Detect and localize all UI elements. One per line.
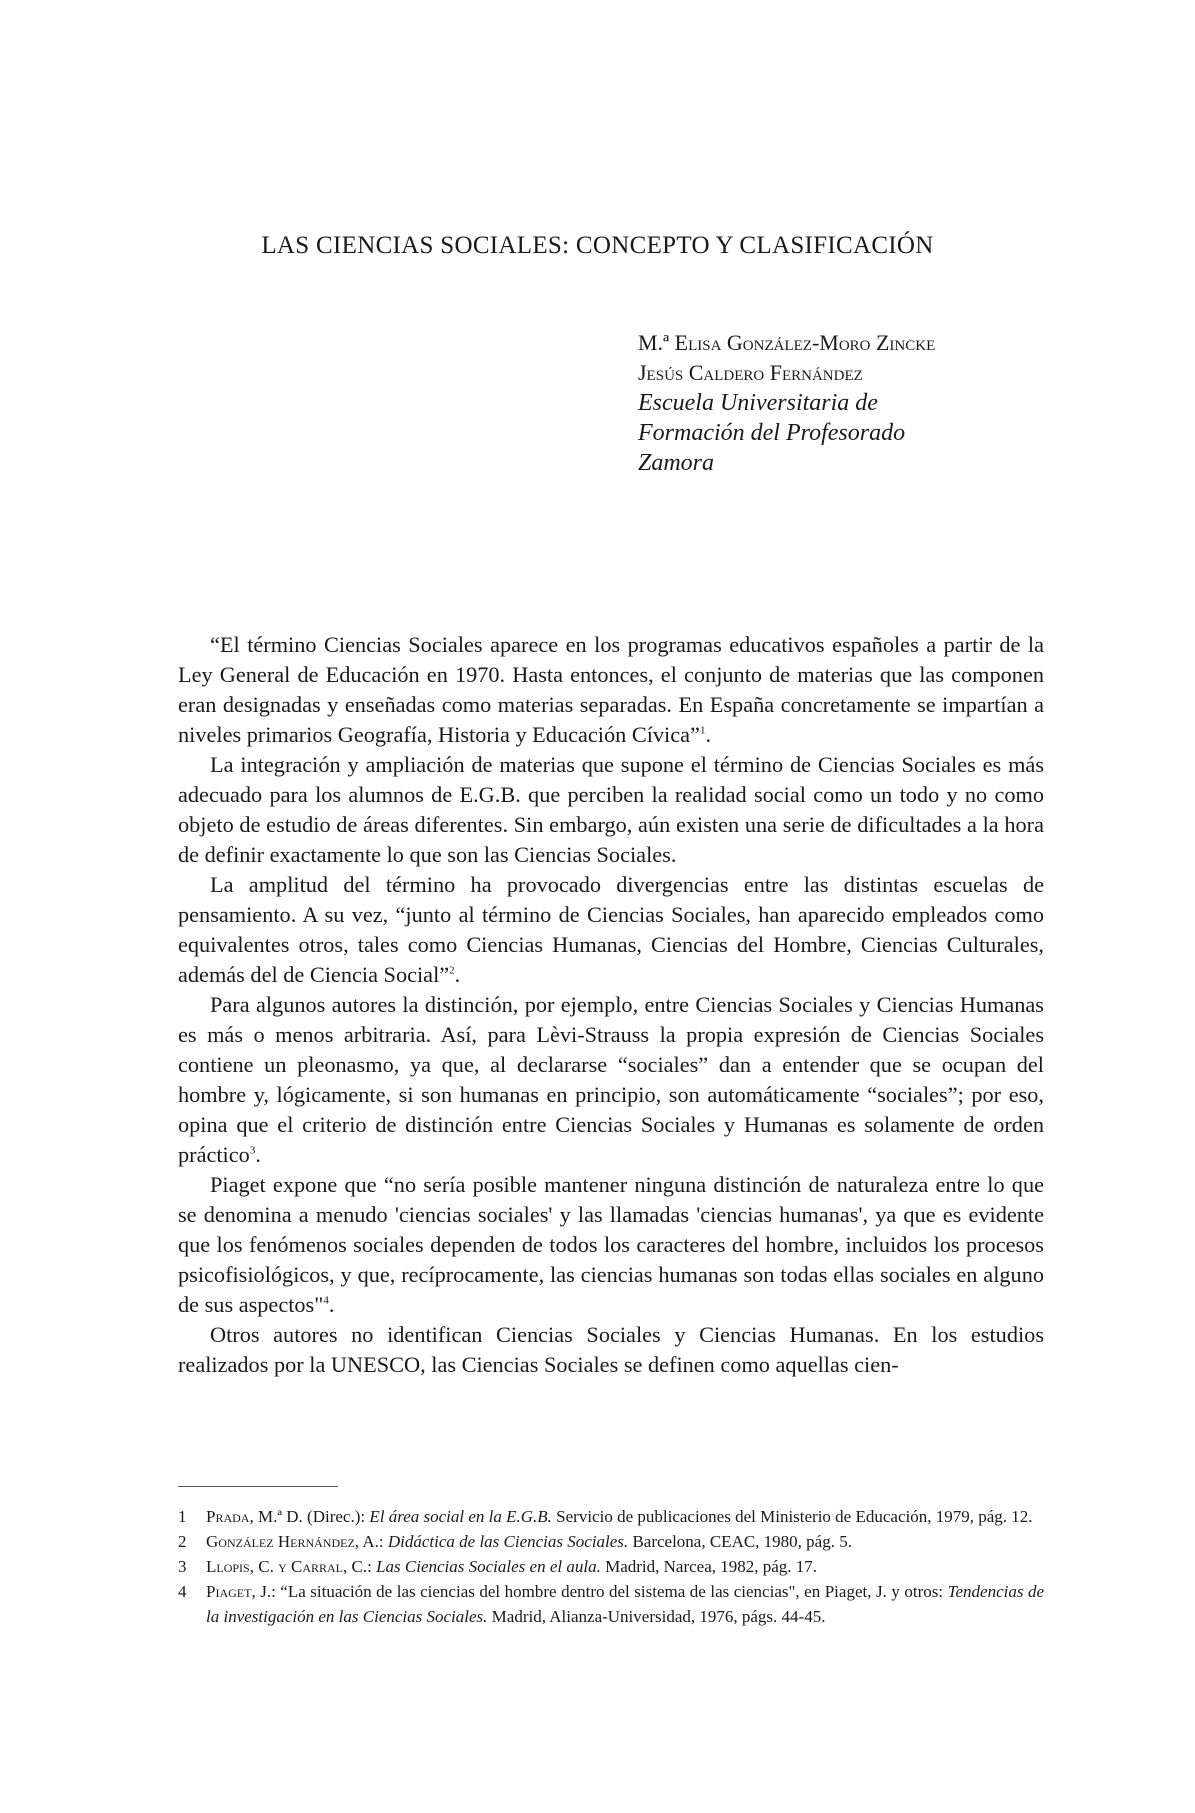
footnote	[178, 1579, 1044, 1629]
article-body	[178, 630, 1044, 1380]
footnotes	[178, 1504, 1044, 1629]
paragraph	[178, 750, 1044, 870]
footnote-text: :	[367, 1557, 377, 1576]
footnote-work-title: Tendencias de la investigación en las Ciencias Sociales.	[206, 1582, 1045, 1626]
paragraph-text: “El término Ciencias Sociales aparece en los programas educativos españoles a partir de la Ley General de Educación en 1970. Hasta entonces, el conjunto de materias que las componen eran designadas y enseñadas como materias separadas. En España concretamente se impartían a niveles primarios Geografía, Historia y Educación Cívica”	[178, 632, 1044, 747]
paragraph	[178, 1170, 1044, 1320]
paragraph	[178, 1320, 1044, 1380]
footnote-text: (Direc.):	[302, 1507, 370, 1526]
affiliation-line: Formación del Profesorado	[638, 420, 906, 446]
footnote-number: 2	[178, 1532, 187, 1551]
affiliation-line: Escuela Universitaria de	[638, 390, 878, 416]
paragraph-text: La amplitud del término ha provocado divergencias entre las distintas escuelas de pensamiento. A su vez, “junto al término de Ciencias Sociales, han aparecido empleados como equivalentes otros, tales como Ciencias Humanas, Ciencias del Hombre, Ciencias Culturales, además del de Ciencia Social”	[178, 872, 1044, 987]
paragraph-text: Piaget expone que “no sería posible mantener ninguna distinción de naturaleza entre lo que se denomina a menudo 'ciencias sociales' y las llamadas 'ciencias humanas', ya que es evidente que los fenómenos sociales dependen de todos los caracteres del hombre, incluidos los procesos psicofisiológicos, y que, recíprocamente, las ciencias humanas son todas ellas sociales en alguno de sus aspectos"	[178, 1172, 1044, 1317]
footnote-ref[interactable]: 3	[249, 1144, 256, 1157]
footnote-work-title: Las Ciencias Sociales en el aula.	[376, 1557, 601, 1576]
punctuation: .	[255, 1142, 261, 1167]
footnote	[178, 1529, 1044, 1554]
article-title: LAS CIENCIAS SOCIALES: CONCEPTO Y CLASIFICACIÓN	[261, 232, 934, 259]
punctuation: .	[328, 1292, 335, 1317]
footnote	[178, 1504, 1044, 1529]
author-name: M.ª Elisa González-Moro Zincke	[638, 330, 936, 355]
footnote-text: : “La situación de las ciencias del hombre dentro del sistema de las ciencias", en Piaget, J. y otros:	[271, 1582, 948, 1601]
footnote-text: Madrid, Narcea, 1982, pág. 17.	[600, 1557, 818, 1576]
punctuation: .	[705, 722, 712, 747]
paragraph-text: La integración y ampliación de materias que supone el término de Ciencias Sociales es más adecuado para los alumnos de E.G.B. que perciben la realidad social como un todo y no como objeto de estudio de áreas diferentes. Sin embargo, aún existen una serie de dificultades a la hora de definir exactamente lo que son las Ciencias Sociales.	[178, 752, 1044, 867]
footnote-ref[interactable]: 2	[449, 964, 455, 977]
paragraph	[178, 990, 1044, 1170]
footnote-ref[interactable]: 4	[323, 1294, 329, 1307]
footnote-author: Piaget, J.	[206, 1582, 272, 1601]
footnote-text: Barcelona, CEAC, 1980, pág. 5.	[628, 1532, 852, 1551]
footnote-author: Prada, M.ª D.	[206, 1507, 303, 1526]
footnote-number: 3	[178, 1557, 187, 1576]
footnote-work-title: El área social en la E.G.B.	[369, 1507, 552, 1526]
footnote-text: Madrid, Alianza-Universidad, 1976, págs. 44-45.	[487, 1607, 826, 1626]
footnote-author: González Hernández, A.	[206, 1532, 379, 1551]
footnote-author: Llopis, C. y Carral, C.	[206, 1557, 368, 1576]
punctuation: .	[454, 962, 461, 987]
paragraph-text: Otros autores no identifican Ciencias Sociales y Ciencias Humanas. En los estudios realizados por la UNESCO, las Ciencias Sociales se definen como aquellas cien-	[178, 1322, 1044, 1377]
footnote	[178, 1554, 1044, 1579]
affiliation-line: Zamora	[638, 450, 715, 476]
footnote-work-title: Didáctica de las Ciencias Sociales.	[387, 1532, 629, 1551]
paragraph	[178, 630, 1044, 750]
paragraph-text: Para algunos autores la distinción, por ejemplo, entre Ciencias Sociales y Ciencias Humanas es más o menos arbitraria. Así, para Lèvi-Strauss la propia expresión de Ciencias Sociales contiene un pleonasmo, ya que, al declararse “sociales” dan a entender que se ocupan del hombre y, lógicamente, si son humanas en principio, son automáticamente “sociales”; por eso, opina que el criterio de distinción entre Ciencias Sociales y Humanas es solamente de orden práctico	[178, 992, 1044, 1167]
footnote-number: 4	[178, 1582, 187, 1601]
paragraph	[178, 870, 1044, 990]
footnote-text: :	[378, 1532, 388, 1551]
author-block	[638, 328, 935, 478]
footnote-divider	[178, 1486, 338, 1487]
footnote-ref[interactable]: 1	[699, 724, 706, 737]
author-name: Jesús Caldero Fernández	[638, 360, 863, 385]
footnote-number: 1	[178, 1507, 187, 1526]
footnote-text: Servicio de publicaciones del Ministerio de Educación, 1979, pág. 12.	[551, 1507, 1033, 1526]
